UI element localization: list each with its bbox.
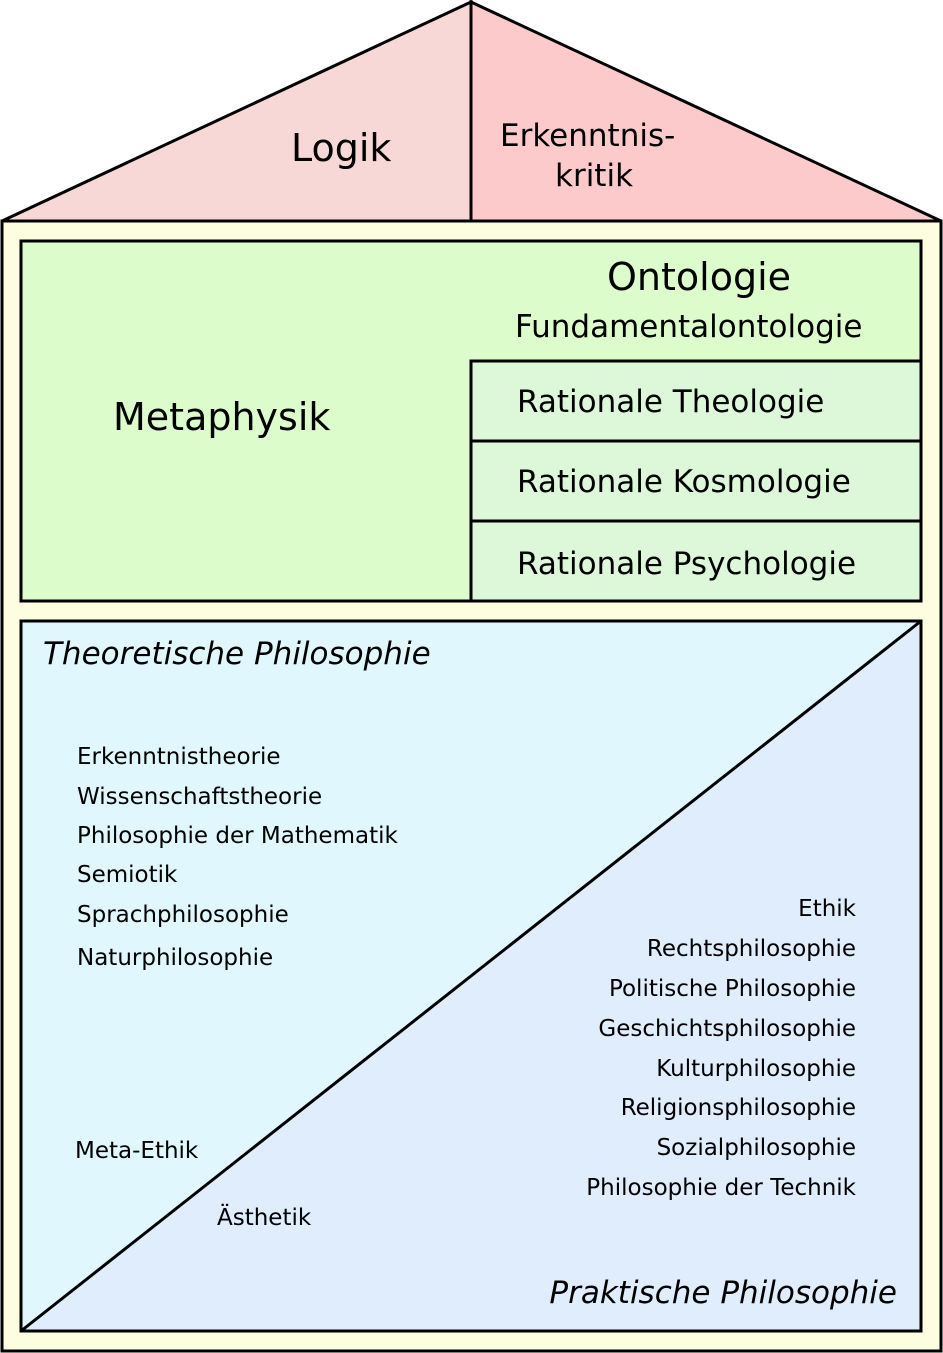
praktisch-item: Kulturphilosophie	[656, 1056, 856, 1082]
roof-erkenntniskritik-line2: kritik	[555, 158, 634, 194]
theoretisch-item: Wissenschaftstheorie	[77, 784, 323, 810]
praktisch-item: Geschichtsphilosophie	[598, 1016, 856, 1042]
theoretisch-item: Sprachphilosophie	[77, 902, 289, 928]
meta-ethik-label: Meta-Ethik	[75, 1138, 199, 1164]
rationale-theologie-label: Rationale Theologie	[517, 384, 825, 420]
roof-left-section	[2, 2, 471, 221]
fundamentalontologie-label: Fundamentalontologie	[515, 309, 863, 345]
rationale-psychologie-label: Rationale Psychologie	[517, 546, 857, 582]
praktisch-item: Rechtsphilosophie	[646, 936, 856, 962]
theoretisch-item: Semiotik	[77, 862, 178, 888]
metaphysik-label: Metaphysik	[113, 395, 331, 439]
praktisch-item: Ethik	[798, 896, 856, 922]
praktische-philosophie-title: Praktische Philosophie	[549, 1275, 897, 1311]
praktisch-item: Politische Philosophie	[608, 976, 856, 1002]
ontologie-label: Ontologie	[607, 255, 792, 299]
roof-erkenntniskritik-line1: Erkenntnis-	[500, 118, 676, 154]
rationale-kosmologie-label: Rationale Kosmologie	[517, 464, 851, 500]
praktisch-item: Sozialphilosophie	[656, 1135, 856, 1161]
roof-right-section	[471, 2, 941, 221]
theoretisch-item: Erkenntnistheorie	[77, 744, 281, 770]
theoretische-philosophie-title: Theoretische Philosophie	[43, 636, 431, 672]
praktisch-item: Religionsphilosophie	[620, 1095, 856, 1121]
theoretisch-item: Philosophie der Mathematik	[77, 823, 398, 849]
theoretisch-item: Naturphilosophie	[77, 945, 274, 971]
roof-logik-label: Logik	[291, 126, 392, 170]
praktisch-item: Philosophie der Technik	[586, 1175, 856, 1201]
aesthetik-label: Ästhetik	[217, 1205, 312, 1231]
